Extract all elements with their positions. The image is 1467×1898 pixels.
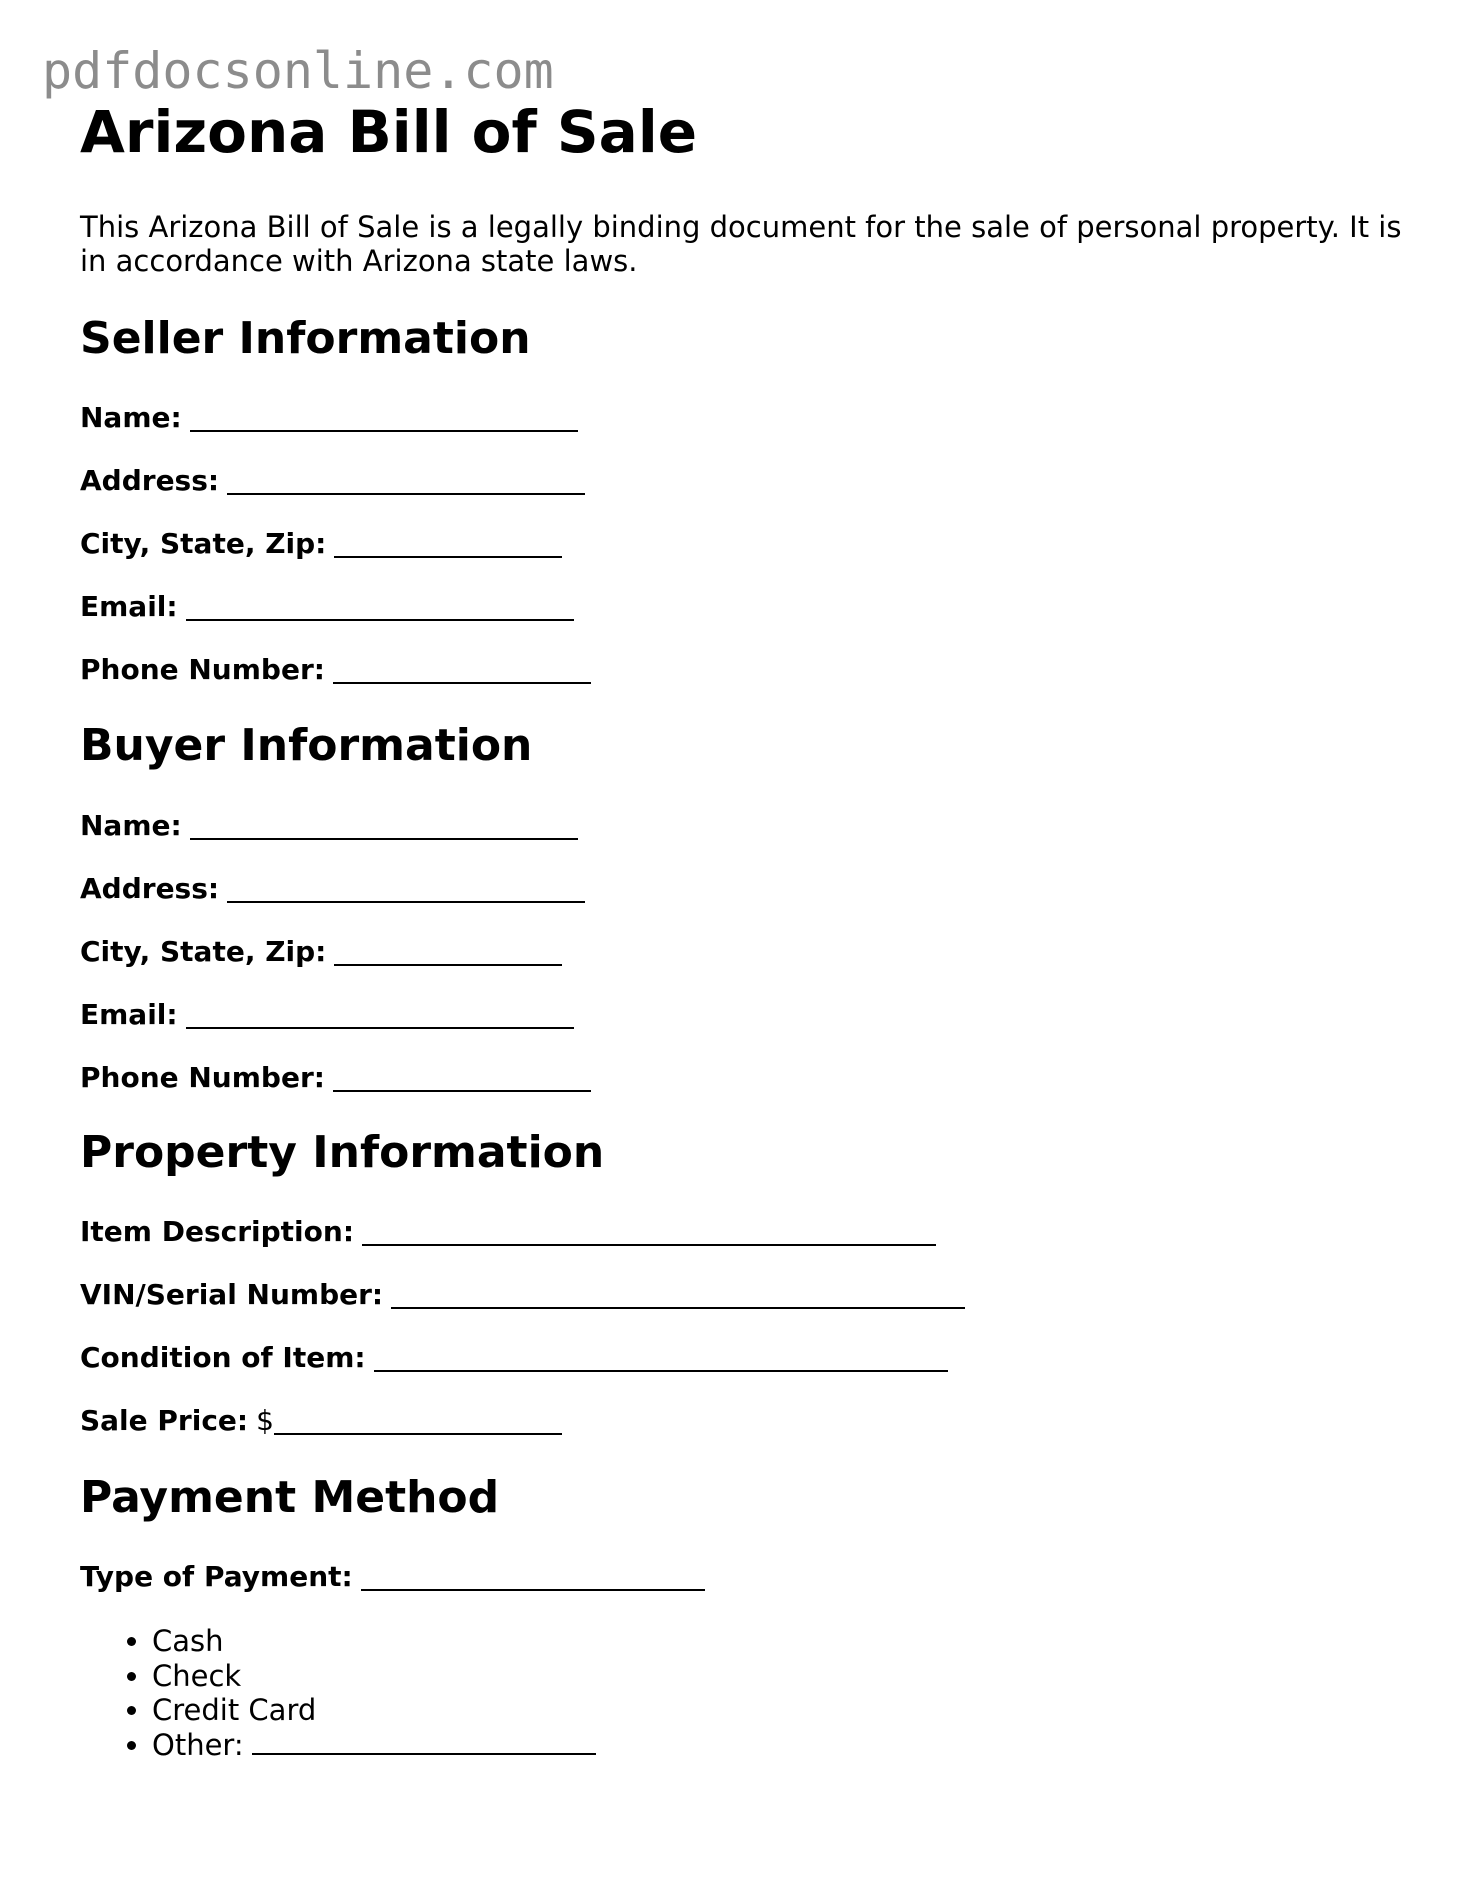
- buyer-phone-field: [80, 1061, 591, 1094]
- payment-option-label: Other:: [152, 1727, 244, 1762]
- payment-option-credit-card: [152, 1693, 596, 1728]
- condition-blank[interactable]: [374, 1346, 948, 1372]
- payment-option-label: Check: [152, 1658, 242, 1693]
- vin-serial-field: [80, 1278, 965, 1311]
- intro-paragraph: This Arizona Bill of Sale is a legally binding document for the sale of personal property. It is in accordance with Arizona state laws.: [80, 210, 1402, 278]
- payment-option-check: [152, 1659, 596, 1694]
- payment-option-label: Credit Card: [152, 1693, 317, 1727]
- seller-email-blank[interactable]: [186, 595, 574, 621]
- payment-heading: Payment Method: [80, 1472, 500, 1523]
- payment-option-label: Cash: [152, 1624, 224, 1658]
- buyer-city-label: City, State, Zip:: [80, 935, 327, 968]
- item-description-label: Item Description:: [80, 1215, 355, 1248]
- seller-phone-field: [80, 653, 591, 686]
- buyer-phone-blank[interactable]: [333, 1066, 591, 1092]
- seller-address-field: [80, 464, 585, 497]
- buyer-name-field: [80, 809, 578, 842]
- seller-city-blank[interactable]: [334, 532, 562, 558]
- buyer-email-blank[interactable]: [186, 1003, 574, 1029]
- buyer-name-blank[interactable]: [190, 814, 578, 840]
- buyer-address-label: Address:: [80, 872, 220, 905]
- seller-city-label: City, State, Zip:: [80, 527, 327, 560]
- vin-serial-blank[interactable]: [391, 1283, 965, 1309]
- condition-field: [80, 1341, 948, 1374]
- buyer-city-field: [80, 935, 562, 968]
- document-title: Arizona Bill of Sale: [80, 98, 698, 166]
- seller-email-label: Email:: [80, 590, 178, 623]
- buyer-address-blank[interactable]: [227, 877, 585, 903]
- seller-name-label: Name:: [80, 401, 182, 434]
- item-description-blank[interactable]: [362, 1220, 936, 1246]
- payment-option-other: [152, 1728, 596, 1763]
- seller-address-label: Address:: [80, 464, 220, 497]
- watermark: pdfdocsonline.com: [42, 42, 554, 100]
- payment-type-blank[interactable]: [361, 1565, 705, 1591]
- buyer-email-label: Email:: [80, 998, 178, 1031]
- seller-name-blank[interactable]: [190, 406, 578, 432]
- buyer-heading: Buyer Information: [80, 720, 533, 771]
- sale-price-field: [80, 1404, 562, 1437]
- payment-type-label: Type of Payment:: [80, 1560, 353, 1593]
- item-description-field: [80, 1215, 936, 1248]
- buyer-address-field: [80, 872, 585, 905]
- sale-price-label: Sale Price:: [80, 1404, 249, 1437]
- seller-city-field: [80, 527, 562, 560]
- buyer-phone-label: Phone Number:: [80, 1061, 325, 1094]
- seller-name-field: [80, 401, 578, 434]
- vin-serial-label: VIN/Serial Number:: [80, 1278, 384, 1311]
- seller-phone-blank[interactable]: [333, 658, 591, 684]
- payment-options-list: [80, 1624, 596, 1762]
- seller-address-blank[interactable]: [227, 469, 585, 495]
- property-heading: Property Information: [80, 1127, 605, 1178]
- buyer-name-label: Name:: [80, 809, 182, 842]
- seller-phone-label: Phone Number:: [80, 653, 325, 686]
- payment-type-field: [80, 1560, 705, 1593]
- condition-label: Condition of Item:: [80, 1341, 366, 1374]
- payment-option-cash: [152, 1624, 596, 1659]
- buyer-email-field: [80, 998, 574, 1031]
- buyer-city-blank[interactable]: [334, 940, 562, 966]
- seller-email-field: [80, 590, 574, 623]
- seller-heading: Seller Information: [80, 313, 531, 364]
- sale-price-blank[interactable]: [274, 1409, 562, 1435]
- payment-other-blank[interactable]: [252, 1731, 596, 1755]
- currency-symbol: $: [256, 1404, 274, 1437]
